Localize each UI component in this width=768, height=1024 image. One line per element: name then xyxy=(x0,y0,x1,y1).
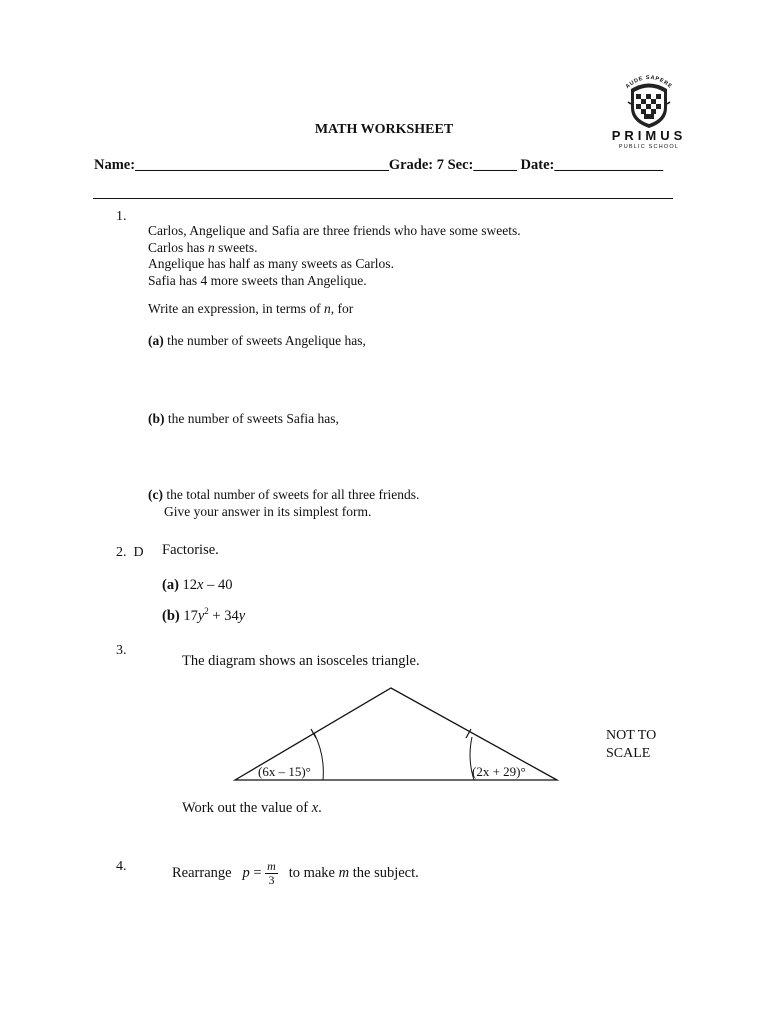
q2-instruction: Factorise. xyxy=(162,542,219,558)
q1-line: Safia has 4 more sweets than Angelique. xyxy=(148,272,367,288)
q1-line: Carlos, Angelique and Safia are three friends who have some sweets. xyxy=(148,223,521,238)
q2-part-a: (a) 12x – 40 xyxy=(162,577,233,593)
not-to-scale-note: NOT TO SCALE xyxy=(606,728,657,761)
right-angle-label: (2x + 29)° xyxy=(472,764,526,779)
q1-part-b: (b) the number of sweets Safia has, xyxy=(148,411,339,426)
part-label: (b) xyxy=(148,411,165,426)
q4-number: 4. xyxy=(116,859,127,874)
page-title: MATH WORKSHEET xyxy=(314,122,454,137)
q3-question: Work out the value of x. xyxy=(182,800,322,816)
q2-part-b: (b) $17y^2 + 34y$ xyxy=(162,606,246,624)
q1-line: Angelique has half as many sweets as Carlos. xyxy=(148,256,394,271)
part-label: (c) xyxy=(148,487,163,502)
date-blank: _______________ xyxy=(554,157,664,173)
q3-number: 3. xyxy=(116,643,127,658)
q1-part-a: (a) the number of sweets Angelique has, xyxy=(148,333,366,348)
logo-school-subtitle: PUBLIC SCHOOL xyxy=(618,144,680,150)
grade-label: Grade: 7 Sec: xyxy=(388,157,474,173)
q1-part-c: (c) the total number of sweets for all three friends. Give your answer in its simplest form. xyxy=(148,487,420,519)
q1-instruction: Write an expression, in terms of n, for xyxy=(148,301,354,316)
part-label: (a) xyxy=(148,333,164,348)
name-blank: ___________________________________ xyxy=(135,157,389,173)
q1-number: 1. xyxy=(116,209,127,224)
q2-number: 2. D xyxy=(116,545,144,560)
section-blank: ______ xyxy=(473,157,517,173)
fraction: $\frac{m}{3}$ xyxy=(267,859,276,887)
date-label: Date: xyxy=(520,157,555,173)
q4-question: Rearrange p = $\frac{m}{3}$ to make m the subject. xyxy=(172,859,419,887)
q3-intro: The diagram shows an isosceles triangle. xyxy=(182,653,420,669)
left-angle-label: (6x – 15)° xyxy=(258,764,311,779)
logo-motto: AUDE SAPERE xyxy=(624,74,674,91)
q2-marker: D xyxy=(133,545,144,560)
logo-school-name: PRIMUS xyxy=(611,128,687,143)
left-angle-arc xyxy=(314,733,323,780)
name-label: Name: xyxy=(94,157,136,173)
q1-line: Carlos has n sweets. xyxy=(148,239,258,255)
